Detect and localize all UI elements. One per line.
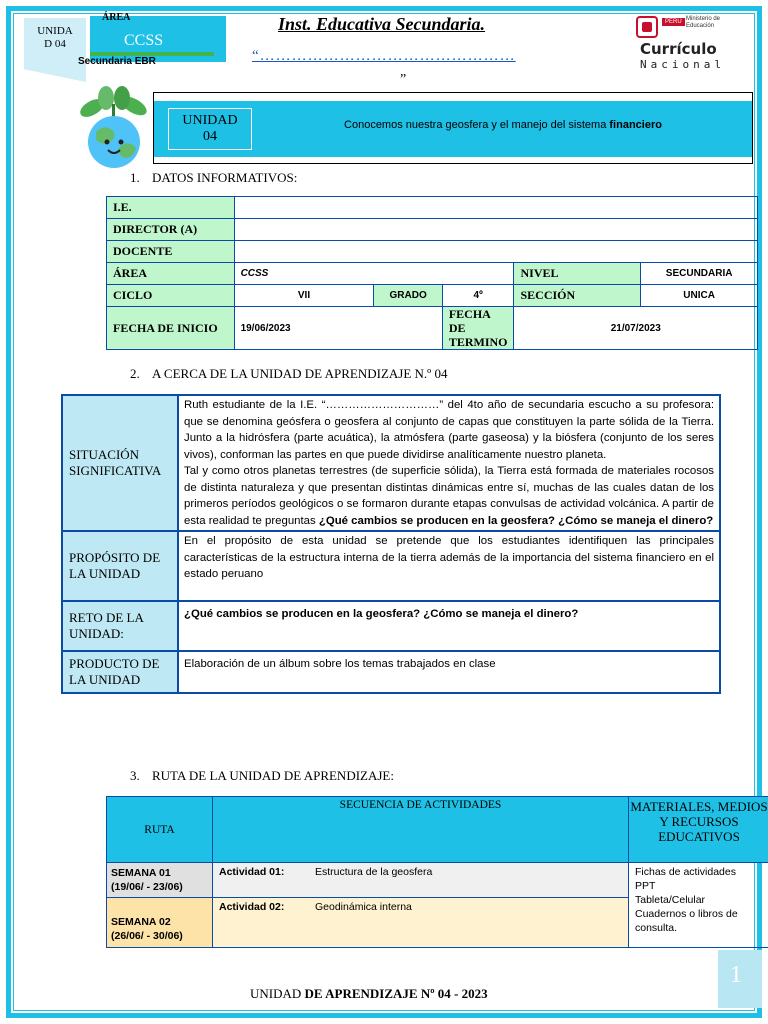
ruta-unidad-table (106, 796, 768, 948)
section-2-heading (130, 366, 447, 382)
semana-2-dates: (26/06/ - 30/06) (111, 930, 183, 942)
table-row (107, 263, 758, 285)
table-row (62, 601, 720, 651)
page-number: 1 (730, 962, 742, 988)
section-1-heading (130, 170, 297, 186)
reto-text: ¿Qué cambios se producen en la geosfera? ¿Cómo se maneja el dinero? (178, 601, 720, 651)
material-item: Fichas de actividades (635, 866, 736, 878)
unit-title (258, 119, 748, 131)
datos-informativos-table (106, 196, 758, 350)
actividad-2-label: Actividad 02: (219, 901, 285, 913)
unit-tab-label: UNIDA D 04 (37, 25, 73, 50)
table-row (107, 219, 758, 241)
level-label: Secundaria EBR (78, 56, 156, 67)
ciclo-label: CICLO (107, 285, 235, 307)
proposito-text: En el propósito de esta unidad se pretende que los estudiantes identifiquen las principales características de la estructura interna de la tierra además de la importancia del sistema financiero en el estado peruano (178, 531, 720, 601)
page-number-tab (718, 950, 762, 1008)
section-1-number: 1. (130, 170, 140, 185)
situacion-paragraph-1: Ruth estudiante de la I.E. “…………………………” del 4to año de secundaria escucho a su profesora: que se denomina geósfera o geosfera al conjunto de capas que constituyen la parte sólida de la Tierra. Junto a la hidrósfera (parte acuática), la atmósfera (parte gaseosa) y la biósfera (conjunto de los seres vivos), conforman las partes en que puede dividirse analíticamente nuestro planeta. (184, 399, 714, 461)
col-secuencia-header: SECUENCIA DE ACTIVIDADES (213, 797, 629, 863)
table-row (62, 395, 720, 531)
material-item: Tableta/Celular (635, 894, 706, 906)
ie-label: I.E. (107, 197, 235, 219)
table-row (62, 531, 720, 601)
table-header-row (107, 797, 768, 863)
logo-title: Currículo (640, 40, 717, 58)
grado-value: 4º (442, 285, 514, 307)
situacion-paragraph-2: Tal y como otros planetas terrestres (de superficie sólida), la Tierra está formada de materiales rocosos de distinta naturaleza y que presentan distintas dinámicas entre sí, muchas de las cuales datan de los primeros períodos geológicos o se formaron durante etapas convulsas de actividad volcánica. A partir de esta realidad te preguntas (184, 465, 714, 527)
col-ruta-header: RUTA (107, 797, 213, 863)
actividad-1-cell (213, 863, 629, 898)
page-footer (250, 986, 488, 1002)
producto-text: Elaboración de un álbum sobre los temas trabajados en clase (178, 651, 720, 693)
section-3-number: 3. (130, 768, 140, 783)
unit-number-box: UNIDAD 04 (168, 108, 252, 150)
seccion-value: UNICA (641, 285, 758, 307)
material-item: Cuadernos o libros de consulta. (635, 908, 738, 934)
grado-label: GRADO (374, 285, 442, 307)
fecha-termino-label: FECHA DE TERMINO (442, 307, 514, 350)
situacion-label: SITUACIÓN SIGNIFICATIVA (62, 395, 178, 531)
peru-shield-icon (636, 16, 658, 38)
unit-title-text: Conocemos nuestra geosfera y el manejo del sistema (344, 119, 607, 131)
section-2-number: 2. (130, 366, 140, 381)
section-1-title: DATOS INFORMATIVOS: (152, 170, 298, 185)
institution-name-blank: “………………………………………… (252, 48, 516, 64)
footer-bold: DE APRENDIZAJE Nº 04 - 2023 (304, 986, 488, 1001)
curriculo-nacional-logo (634, 14, 734, 72)
producto-label: PRODUCTO DE LA UNIDAD (62, 651, 178, 693)
semana-1-dates: (19/06/ - 23/06) (111, 881, 183, 893)
unit-title-bold: financiero (609, 119, 662, 131)
unit-banner (153, 92, 753, 164)
table-row (107, 863, 768, 898)
semana-2-cell (107, 898, 213, 948)
docente-label: DOCENTE (107, 241, 235, 263)
situacion-text (178, 395, 720, 531)
area-box-label: ÁREA (102, 12, 131, 23)
ciclo-value: VII (234, 285, 374, 307)
director-value (234, 219, 757, 241)
director-label: DIRECTOR (A) (107, 219, 235, 241)
semana-1-label: SEMANA 01 (111, 867, 171, 879)
area-box-value: CCSS (124, 32, 164, 49)
table-row (107, 285, 758, 307)
area-label: ÁREA (107, 263, 235, 285)
institution-title: Inst. Educativa Secundaria. (278, 14, 486, 34)
fecha-termino-value: 21/07/2023 (514, 307, 758, 350)
col-materiales-header: MATERIALES, MEDIOS Y RECURSOS EDUCATIVOS (629, 797, 768, 863)
area-value: CCSS (234, 263, 514, 285)
actividad-2-topic: Geodinámica interna (315, 901, 412, 913)
fecha-inicio-value: 19/06/2023 (234, 307, 442, 350)
table-row (107, 197, 758, 219)
footer-prefix: UNIDAD (250, 986, 302, 1001)
earth-plant-icon (72, 84, 156, 170)
logo-subtitle: Nacional (640, 58, 725, 71)
acerca-unidad-table (61, 394, 721, 694)
docente-value (234, 241, 757, 263)
table-row (107, 307, 758, 350)
section-2-title: A CERCA DE LA UNIDAD DE APRENDIZAJE N.º 04 (152, 366, 448, 381)
section-3-title: RUTA DE LA UNIDAD DE APRENDIZAJE: (152, 768, 394, 783)
material-item: PPT (635, 880, 656, 892)
ie-value (234, 197, 757, 219)
nivel-label: NIVEL (514, 263, 641, 285)
nivel-value: SECUNDARIA (641, 263, 758, 285)
logo-ministry-label: Ministerio de Educación (686, 16, 721, 29)
actividad-2-cell (213, 898, 629, 948)
semana-1-cell (107, 863, 213, 898)
proposito-label: PROPÓSITO DE LA UNIDAD (62, 531, 178, 601)
seccion-label: SECCIÓN (514, 285, 641, 307)
fecha-inicio-label: FECHA DE INICIO (107, 307, 235, 350)
table-row (107, 241, 758, 263)
semana-2-label: SEMANA 02 (111, 916, 171, 928)
section-3-heading (130, 768, 394, 784)
logo-peru-label: PERÚ (662, 18, 685, 26)
materiales-cell (629, 863, 768, 948)
reto-label: RETO DE LA UNIDAD: (62, 601, 178, 651)
institution-close-quote: ” (400, 72, 407, 87)
actividad-1-label: Actividad 01: (219, 866, 285, 878)
table-row (62, 651, 720, 693)
actividad-1-topic: Estructura de la geosfera (315, 866, 433, 878)
situacion-question: ¿Qué cambios se producen en la geosfera? ¿Cómo se maneja el dinero? (318, 514, 714, 527)
